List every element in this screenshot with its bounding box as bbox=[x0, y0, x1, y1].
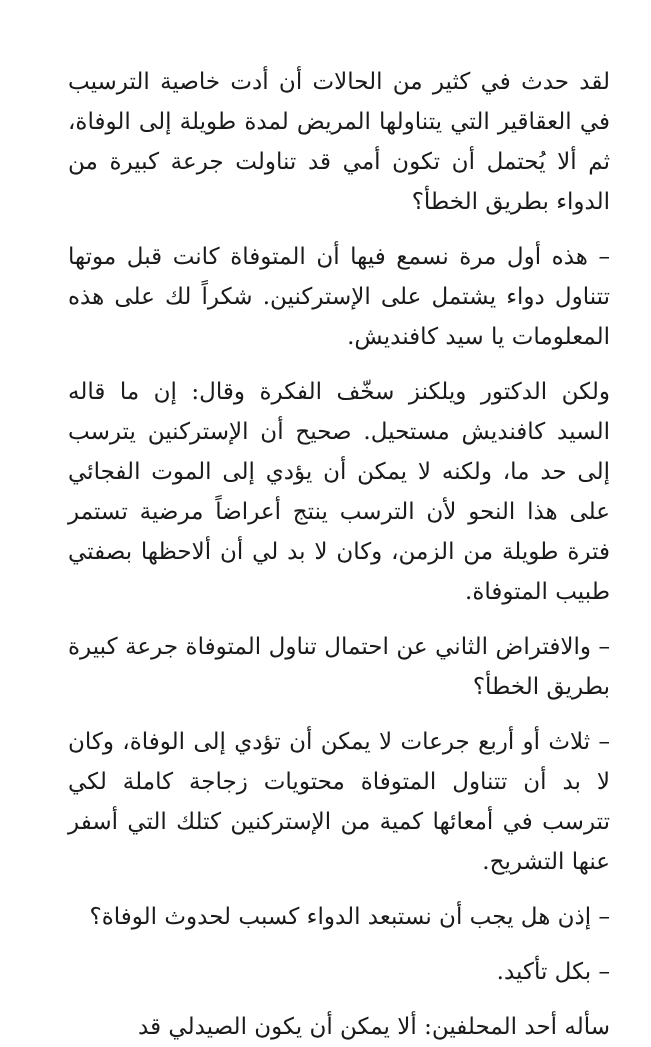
paragraph-2: – هذه أول مرة نسمع فيها أن المتوفاة كانت قبل موتها تتناول دواء يشتمل على الإستركنين. شكراً لك على هذه المعلومات يا سيد كافنديش. bbox=[68, 244, 610, 350]
paragraph-5: – ثلاث أو أربع جرعات لا يمكن أن تؤدي إلى الوفاة، وكان لا بد أن تتناول المتوفاة محتويات زجاجة كاملة لكي تترسب في أمعائها كمية من الإستركنين كتلك التي أسفر عنها التشريح. bbox=[68, 729, 610, 875]
paragraph-4: – والافتراض الثاني عن احتمال تناول المتوفاة جرعة كبيرة بطريق الخطأ؟ bbox=[68, 634, 610, 700]
paragraph-8: سأله أحد المحلفين: ألا يمكن أن يكون الصيدلي قد bbox=[138, 1014, 610, 1040]
book-page bbox=[68, 62, 610, 1047]
paragraph-1: لقد حدث في كثير من الحالات أن أدت خاصية الترسيب في العقاقير التي يتناولها المريض لمدة طويلة إلى الوفاة، ثم ألا يُحتمل أن تكون أمي قد تناولت جرعة كبيرة من الدواء بطريق الخطأ؟ bbox=[68, 69, 610, 215]
paragraph-7: – بكل تأكيد. bbox=[496, 959, 610, 985]
paragraph-6: – إذن هل يجب أن نستبعد الدواء كسبب لحدوث الوفاة؟ bbox=[89, 904, 610, 930]
paragraph-3: ولكن الدكتور ويلكنز سخّف الفكرة وقال: إن ما قاله السيد كافنديش مستحيل. صحيح أن الإستركنين يترسب إلى حد ما، ولكنه لا يمكن أن يؤدي إلى الموت الفجائي على هذا النحو لأن الترسب ينتج أعراضاً مرضية تستمر فترة طويلة من الزمن، وكان لا بد لي أن ألاحظها بصفتي طبيب المتوفاة. bbox=[68, 379, 610, 605]
